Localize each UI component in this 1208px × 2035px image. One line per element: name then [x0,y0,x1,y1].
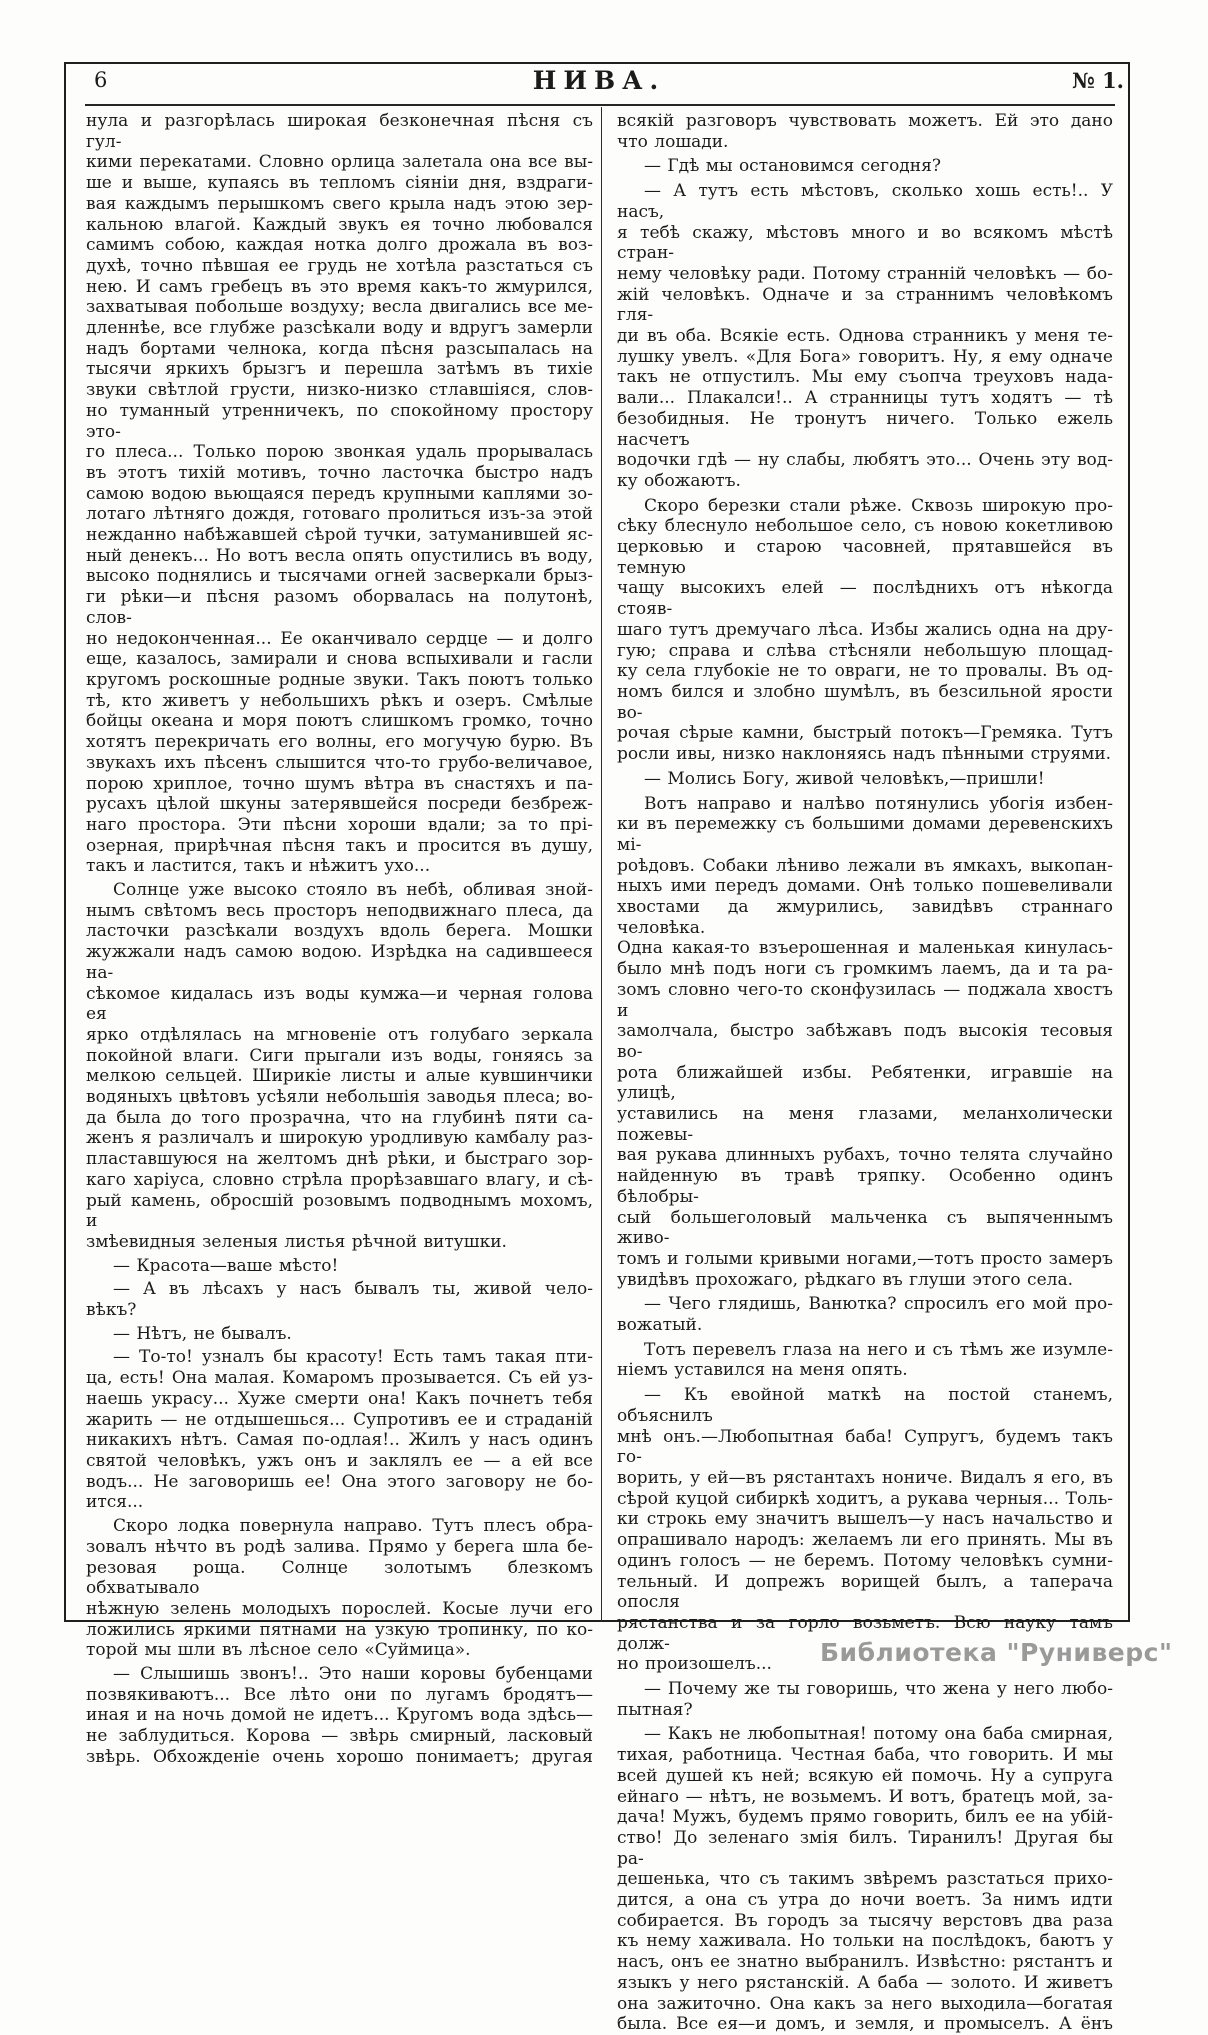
paragraph [86,1279,593,1320]
text-line: наешь украсу... Хуже смерти она! Какъ почнетъ тебя [86,1388,593,1409]
paragraph [86,880,593,1253]
text-line: позвякиваютъ... Все лѣто они по лугамъ бродятъ— [86,1684,593,1705]
masthead-title: НИВА. [532,66,666,95]
text-line: нему человѣку ради. Потому странній человѣкъ — бо- [617,263,1113,284]
paragraph [86,1664,593,1768]
paragraph [86,1516,593,1661]
text-line: одинъ голосъ — не беремъ. Потому человѣкъ сумни- [617,1550,1113,1571]
text-line: хотятъ перекричать его волны, его могучую бурю. Въ [86,732,593,753]
text-line: нымъ свѣтомъ весь просторъ неподвижнаго плеса, да [86,900,593,921]
column-divider-rule [601,107,602,1622]
text-line: каго харіуса, словно стрѣла прорѣзавшаго влагу, и сѣ- [86,1169,593,1190]
text-line: вая рукава длинныхъ рубахъ, точно телята случайно [617,1145,1113,1166]
text-line: — А тутъ есть мѣстовъ, сколько хошь есть!.. У насъ, [617,181,1113,222]
text-line: ныхъ ими передъ домами. Онѣ только пошевеливали [617,876,1113,897]
page-number: 6 [94,68,108,92]
text-line: тельный. И допрежъ ворищей былъ, а таперача опосля [617,1571,1113,1613]
text-line: иная и на ночь домой не идетъ... Кругомъ вода здѣсь— [86,1705,593,1726]
text-line: Тотъ перевелъ глаза на него и съ тѣмъ же изумле- [644,1339,1113,1360]
text-line: такъ и ластится, такъ и нѣжитъ ухо... [86,856,431,877]
text-line: въ этотъ тихій мотивъ, точно ласточка быстро надъ [86,462,593,483]
text-line: Скоро березки стали рѣже. Сквозь широкую про- [644,495,1113,516]
text-line: — Гдѣ мы остановимся сегодня? [644,156,941,177]
issue-number: № 1. [1071,68,1124,93]
text-line: ки въ перемежку съ большими домами деревенскихъ мі- [617,814,1113,855]
text-line: дача! Мужъ, будемъ прямо говорить, билъ ее на убій- [617,1807,1113,1828]
text-line: ше и выше, купаясь въ тепломъ сіяніи дня, вздраги- [86,173,593,194]
text-line: духѣ, точно пѣвшая ее грудь не хотѣла разстаться съ [86,255,593,276]
text-line: церковью и старою часовней, прятавшейся въ темную [617,537,1113,578]
text-line: дится, а она съ утра до ночи воетъ. За нимъ идти [617,1890,1113,1911]
text-line: звѣрь. Обхожденіе очень хорошо понимаетъ; другая [86,1746,593,1767]
text-line: такъ не отпустилъ. Мы ему съопча треуховъ нада- [617,367,1113,388]
text-line: сѣку блеснуло небольшое село, съ новою кокетливою [617,516,1113,537]
text-line: сѣрой куцой сибиркѣ ходитъ, а рукава черныя... Толь- [617,1488,1113,1509]
paragraph [86,111,593,877]
text-line: ный денекъ... Но вотъ весла опять опустились въ воду, [86,545,593,566]
text-line: лушку увелъ. «Для Бога» говоритъ. Ну, я ему одначе [617,346,1113,367]
paragraph [617,181,1113,492]
text-line: вожатый. [617,1315,703,1336]
paragraph [86,1324,593,1345]
text-line: зомъ словно чего-то сконфузилась — поджала хвостъ и [617,979,1113,1021]
text-line: номъ бился и злобно шумѣлъ, въ безсильной ярости во- [617,681,1113,723]
text-line: кругомъ роскошные родные звуки. Такъ поютъ только [86,669,593,690]
text-line: никакихъ нѣтъ. Самая по-одлая!.. Жилъ у насъ одинъ [86,1430,593,1451]
text-line: къ нему хаживала. Но тольки на послѣдокъ, баютъ у [617,1931,1113,1952]
text-line: ласточки разсѣкали воздухъ вдоль берега. Мошки [86,921,593,942]
text-line: — Къ евойной маткѣ на постой станемъ, объяснилъ [617,1385,1113,1426]
text-line: рочая сѣрые камни, быстрый потокъ—Гремяка. Тутъ [617,723,1113,744]
text-line: — Чего глядишь, Ванютка? спросилъ его мой про- [644,1294,1113,1315]
text-line: — Слышишь звонъ!.. Это наши коровы бубенцами [113,1664,593,1685]
text-line: — Красота—ваше мѣсто! [113,1255,339,1276]
text-line: но произошелъ... [617,1654,772,1675]
text-line: но недоконченная... Ее оканчивало сердце — и долго [86,628,593,649]
text-line: дешенька, что съ такимъ звѣремъ разстаться прихо- [617,1869,1113,1890]
paragraph [617,156,1113,177]
text-line: дленнѣе, все глубже разсѣкали воду и вдругъ замерли [86,318,593,339]
text-line: змѣевидныя зеленыя листья рѣчной витушки. [86,1231,507,1252]
text-line: — Почему же ты говоришь, что жена у него любо- [644,1679,1113,1700]
text-line: ги рѣки—и пѣсня разомъ оборвалась на полутонѣ, слов- [86,587,593,628]
paragraph [617,1679,1113,1720]
text-line: жарить — не отдышешься... Супротивъ ее и страданій [86,1409,593,1430]
text-line: нула и разгорѣлась широкая безконечная пѣсня съ гул- [86,111,593,152]
text-line: языкъ у него рястанскій. А баба — золото. И живетъ [617,1972,1113,1993]
text-line: ится... [86,1492,144,1513]
text-line: шаго тутъ дремучаго лѣса. Избы жались одна на дру- [617,619,1113,640]
text-line: звукахъ ихъ пѣсенъ слышится что-то грубо-величавое, [86,752,593,773]
paragraph [617,1724,1113,2035]
text-line: самою водою вьющаяся передъ крупными каплями зо- [86,483,593,504]
text-line: сѣкомое кидалась изъ воды кумжа—и черная голова ея [86,983,593,1025]
text-line: надъ бортами челнока, когда пѣсня разсыпалась на [86,338,593,359]
text-line: наго простора. Эти пѣсни хороши вдали; за то прі- [86,814,593,835]
text-line: еще, казалось, замирали и снова вспыхивали и гасли [86,649,593,670]
text-line: самимъ собою, каждая нотка долго дрожала въ воз- [86,235,593,256]
text-line: торой мы шли въ лѣсное село «Суймица». [86,1640,471,1661]
column-right [617,111,1113,2035]
paragraph [617,794,1113,1291]
text-line: ку обожаютъ. [617,470,741,491]
text-line: чащу высокихъ елей — послѣднихъ отъ нѣкогда стояв- [617,578,1113,620]
text-line: рота ближайшей избы. Ребятенки, игравшіе на улицѣ, [617,1062,1113,1104]
text-line: найденную въ травѣ тряпку. Особенно одинъ бѣлобры- [617,1166,1113,1207]
text-line: томъ и голыми кривыми ногами,—тотъ просто замеръ [617,1248,1113,1269]
text-line: лотаго лѣтняго дождя, готоваго пролиться изъ-за этой [86,504,593,525]
text-line: было мнѣ подъ ноги съ громкимъ лаемъ, да и та ра- [617,959,1113,980]
paragraph [617,1385,1113,1675]
text-line: опрашивало народъ: желаемъ ли его принять. Мы въ [617,1530,1113,1551]
text-line: порою хриплое, точно шумъ вѣтра въ снастяхъ и па- [86,773,593,794]
text-line: пластавшуюся на желтомъ днѣ рѣки, и быстраго зор- [86,1149,593,1170]
text-line: рястанства и за горло возьметъ. Всю науку тамъ долж- [617,1612,1113,1654]
text-line: была. Все ея—и домъ, и земля, и промыселъ. А ёнъ [617,2014,1113,2035]
text-line: — А въ лѣсахъ у насъ бывалъ ты, живой чело- [113,1279,593,1300]
text-line: го плеса... Только порою звонкая удаль прорывалась [86,442,593,463]
paragraph [86,1347,593,1513]
text-line: бойцы океана и моря поютъ слишкомъ громко, точно [86,711,593,732]
text-line: Солнце уже высоко стояло въ небѣ, обливая зной- [113,880,593,901]
paragraph [617,1340,1113,1381]
text-line: безобидныя. Не тронутъ ничего. Только ежель насчетъ [617,408,1113,450]
text-line: русахъ цѣлой шкуны затерявшейся посреди безбреж- [86,794,593,815]
library-watermark: Библиотека "Руниверс" [820,1638,1173,1667]
text-line: что лошади. [617,131,729,152]
text-line: Скоро лодка повернула направо. Тутъ плесъ обра- [113,1516,593,1537]
text-line: жій человѣкъ. Одначе и за страннимъ человѣкомъ гля- [617,284,1113,326]
text-line: кальною влагой. Каждый звукъ ея точно любовался [86,214,593,235]
text-line: — То-то! узналъ бы красоту! Есть тамъ такая пти- [113,1347,593,1368]
paragraph [617,769,1113,790]
text-line: водочки гдѣ — ну слабы, любятъ это... Очень эту вод- [617,450,1113,471]
text-line: нежданно набѣжавшей сѣрой тучки, затуманившей яс- [86,525,593,546]
text-line: ейнаго — нѣтъ, не возьмемъ. И вотъ, братецъ мой, за- [617,1786,1113,1807]
text-line: она зажиточно. Она какъ за него выходила—богатая [617,1993,1113,2014]
text-line: озерная, прирѣчная пѣсня такъ и просится въ душу, [86,835,593,856]
text-line: женъ я различалъ и широкую уродливую камбалу раз- [86,1128,593,1149]
text-line: ки строкь ему значитъ вышелъ—у насъ начальство и [617,1509,1113,1530]
text-line: ца, есть! Она малая. Комаромъ прозывается. Съ ей уз- [86,1368,593,1389]
text-line: кими перекатами. Словно орлица залетала она все вы- [86,152,593,173]
text-line: ди въ оба. Всякіе есть. Однова странникъ у меня те- [617,326,1113,347]
text-line: тихая, работница. Честная баба, что говорить. И мы [617,1745,1113,1766]
text-line: тысячи яркихъ брызгъ и перешла затѣмъ въ тихіе [86,359,593,380]
text-line: насъ, онъ ее знатно выбранилъ. Извѣстно: рястантъ и [617,1952,1113,1973]
text-line: увидѣвъ прохожаго, рѣдкаго въ глуши этого села. [617,1269,1073,1290]
text-line: жужжали надъ самою водою. Изрѣдка на садившееся на- [86,942,593,983]
text-line: — Нѣтъ, не бывалъ. [113,1323,292,1344]
text-line: вая каждымъ перышкомъ свего крыла надъ этою зер- [86,193,593,214]
text-line: — Какъ не любопытная! потому она баба смирная, [644,1724,1113,1745]
text-line: всякій разговоръ чувствовать можетъ. Ей это дано [617,111,1113,131]
text-line: но туманный утренничекъ, по спокойному простору это- [86,400,593,442]
text-line: собирается. Въ городъ за тысячу верстовъ два раза [617,1910,1113,1931]
text-line: замолчала, быстро забѣжавъ подъ высокія тесовыя во- [617,1021,1113,1062]
text-line: ложились яркими пятнами на узкую тропинку, по ко- [86,1619,593,1640]
text-line: рый камень, обросшій розовымъ подводнымъ мохомъ, и [86,1190,593,1232]
text-line: не заблудиться. Корова — звѣрь смирный, ласковый [86,1726,593,1747]
text-line: ніемъ уставился на меня опять. [617,1360,908,1381]
text-line: святой человѣкъ, ужъ онъ и заклялъ ее — а ей все [86,1451,593,1471]
paragraph [617,1294,1113,1335]
text-line: хвостами да жмурились, завидѣвъ страннаго человѣка. [617,897,1113,938]
text-line: росли ивы, низко наклоняясь надъ пѣнными струями. [617,744,1112,765]
text-line: ку села глубокіе не то овраги, не то провалы. Въ од- [617,661,1113,682]
text-line: гую; справа и слѣва стѣсняли небольшую площад- [617,640,1113,661]
text-line: водъ... Не заговоришь ее! Она этого заговору не бо- [86,1471,593,1492]
text-line: всей душей къ ней; всякую ей помочь. Ну а супруга [617,1765,1113,1786]
text-line: ярко отдѣлялась на мгновеніе отъ голубаго зеркала [86,1024,593,1045]
text-line: зовалъ нѣчто въ родѣ залива. Прямо у берега шла бе- [86,1536,593,1557]
text-line: Вотъ направо и налѣво потянулись убогія избен- [644,793,1113,814]
text-line: нѣжную зелень молодыхъ порослей. Косые лучи его [86,1598,593,1619]
text-line: захватывая побольше воздуху; весла двигались все ме- [86,297,593,318]
text-line: вали... Плакалси!.. А странницы тутъ ходятъ — тѣ [617,388,1113,409]
text-line: вѣкъ? [86,1300,137,1321]
paragraph [617,496,1113,765]
text-line: Одна какая-то взъерошенная и маленькая кинулась- [617,938,1113,959]
text-line: уставились на меня глазами, меланхолически пожевы- [617,1104,1113,1145]
text-line: мелкою сельцей. Ширикіе листы и алые кувшинчики [86,1066,593,1087]
text-line: покойной влаги. Сиги прыгали изъ воды, гоняясь за [86,1045,593,1066]
text-line: ство! До зеленаго змія билъ. Тиранилъ! Другая бы ра- [617,1827,1113,1869]
text-line: я тебѣ скажу, мѣстовъ много и во всякомъ мѣстѣ стран- [617,222,1113,264]
text-line: роѣдовъ. Собаки лѣниво лежали въ ямкахъ, выкопан- [617,855,1113,876]
paragraph [617,111,1113,152]
column-left [86,111,593,1768]
paragraph [86,1256,593,1277]
text-line: сый большеголовый мальченка съ выпяченнымъ живо- [617,1207,1113,1249]
text-line: нею. И самъ гребецъ въ это время какъ-то жмурился, [86,276,593,297]
text-line: тѣ, кто живетъ у небольшихъ рѣкъ и озеръ. Смѣлые [86,690,593,711]
text-line: — Молись Богу, живой человѣкъ,—пришли! [644,768,1045,789]
text-line: пытная? [617,1699,693,1720]
text-line: мнѣ онъ.—Любопытная баба! Супругъ, будемъ такъ го- [617,1426,1113,1468]
text-line: резовая роща. Солнце золотымъ блезкомъ обхватывало [86,1557,593,1599]
text-line: водяныхъ цвѣтовъ усѣяли небольшія заводья плеса; во- [86,1087,593,1108]
text-line: да была до того прозрачна, что на глубинѣ пяти са- [86,1107,593,1128]
header-rule [85,104,1115,106]
text-line: ворить, у ей—въ рястантахъ нониче. Видалъ я его, въ [617,1468,1113,1488]
text-line: высоко поднялись и тысячами огней засверкали брыз- [86,566,593,587]
text-line: звуки свѣтлой грусти, низко-низко стлавшіяся, слов- [86,380,593,401]
